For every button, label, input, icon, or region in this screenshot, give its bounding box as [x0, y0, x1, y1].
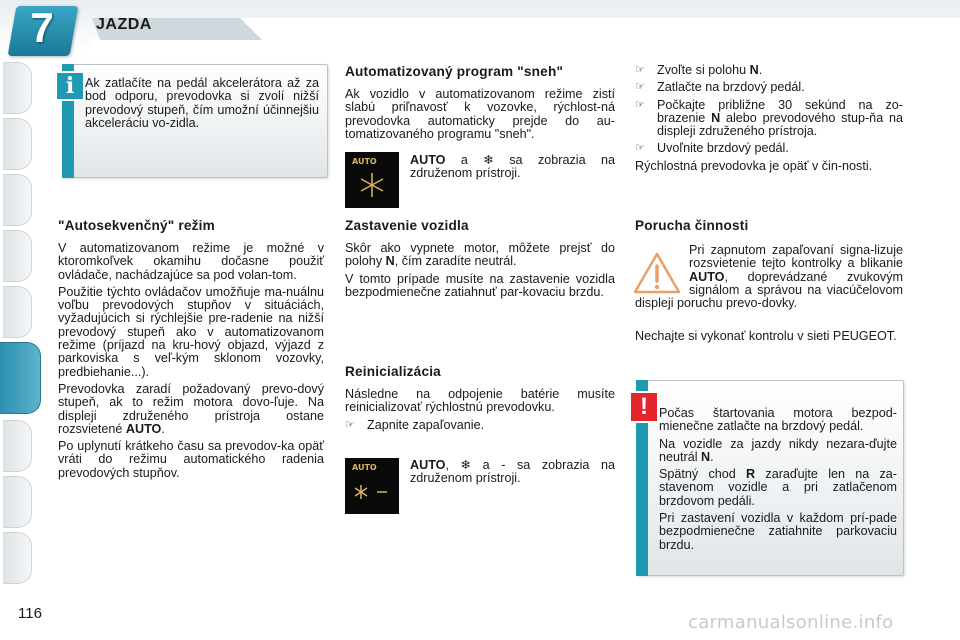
chapter-tab-active[interactable]	[0, 342, 41, 414]
watermark: carmanualsonline.info	[688, 612, 894, 633]
reinit-text: Následne na odpojenie batérie musíte reinicializovať rýchlostnú prevodovku.	[345, 387, 615, 415]
chapter-tab-2[interactable]	[3, 118, 32, 170]
warning-note	[636, 380, 904, 576]
info-text: Ak zatlačíte na pedál akcelerátora až za bod odporu, prevodovka si zvolí nižší prevodový stupeň, čím umožní účinnejšiu akceleráciu vo-zidla.	[85, 76, 319, 130]
autoseq-p1: V automatizovanom režime je možné v ktoromkoľvek okamihu dočasne použiť ovládače, nachádzajúce sa pod volan-tom.	[58, 241, 324, 282]
neutral-label: N	[385, 254, 395, 269]
chapter-tab-8[interactable]	[3, 476, 32, 528]
warning-n-label: N	[701, 449, 711, 464]
autoseq-p4: Po uplynutí krátkeho času sa prevodov-ka opäť vráti do režimu automatického radenia prevodových stupňov.	[58, 439, 324, 480]
chapter-tab-3[interactable]	[3, 174, 32, 226]
stop-p1	[345, 242, 615, 269]
fault-auto-label: AUTO	[689, 269, 725, 284]
step-bold: N	[711, 110, 721, 125]
step-item	[635, 142, 903, 155]
step-item	[635, 64, 903, 77]
autoseq-p3-text: Prevodovka zaradí požadovaný prevo-dový stupeň, ak to režim motora dovo-ľuje. Na displeji združeného prístroja ostane rozsvietené	[58, 381, 324, 436]
info-note	[62, 64, 328, 178]
reinit-steps	[635, 64, 903, 173]
snow-text: Ak vozidlo v automatizovanom režime zistí slabú priľnavosť k vozovke, rýchlost-ná prevodovka automaticky prejde do au-tomatizovaného programu "sneh".	[345, 87, 615, 141]
warning-p2-end: .	[710, 449, 714, 464]
stop-p1-end: , čím zaradíte neutrál.	[394, 254, 517, 269]
step-item	[635, 99, 903, 139]
header-bar	[0, 0, 960, 58]
chapter-tab-7[interactable]	[3, 420, 32, 472]
pointing-hand-icon: ☞	[635, 81, 645, 94]
pointing-hand-icon: ☞	[635, 64, 645, 76]
chapter-tab-9[interactable]	[3, 532, 32, 584]
step-text: Zvoľte si polohu	[657, 63, 750, 77]
step-item	[635, 81, 903, 94]
autoseq-p2: Použitie týchto ovládačov umožňuje ma-nuálnu voľbu prevodových stupňov v situáciách, vyžadujúcich si rýchlejšie pre-radenie na nižší prevodový stupeň ako v automatizovanom režime (príjazd na kru-hový objazd, výjazd z parkoviska s veľ-kým sklonom vozovky, predbiehanie...).	[58, 284, 324, 379]
stop-heading: Zastavenie vozidla	[345, 218, 469, 233]
snow-heading: Automatizovaný program "sneh"	[345, 64, 564, 79]
fault-p1-end: , doprevádzané zvukovým signálom a správou na viacúčelovom displeji poruchu prevo-dovky.	[635, 269, 903, 311]
step-bold: N	[749, 63, 759, 77]
chapter-tab-4[interactable]	[3, 230, 32, 282]
auto-snow-display	[345, 152, 399, 208]
auto-reinit-display	[345, 458, 399, 514]
chapter-tab-5[interactable]	[3, 286, 32, 338]
fault-p1	[635, 244, 903, 310]
fault-heading: Porucha činnosti	[635, 218, 749, 233]
warning-p4: Pri zastavení vozidla v každom prí-pade bezpodmienečne zatiahnite parkovaciu brzdu.	[659, 511, 897, 552]
page-title: JAZDA	[96, 16, 152, 33]
warning-p3-end: zaraďujte len na za-stavenom vozidle a pri zatlačenom brzdovom pedáli.	[659, 467, 898, 508]
reinit-note-auto: AUTO	[410, 458, 446, 472]
chapter-tab-1[interactable]	[3, 62, 32, 114]
warning-p2-text: Na vozidle za jazdy nikdy nezara-ďujte neutrál	[659, 436, 897, 464]
snow-note-auto: AUTO	[410, 153, 446, 167]
pointing-hand-icon: ☞	[635, 98, 645, 111]
stop-section	[345, 242, 615, 299]
autoseq-section	[58, 242, 324, 480]
step-text: Uvoľnite brzdový pedál.	[657, 141, 789, 156]
display-auto-label-2: AUTO	[352, 463, 377, 472]
autoseq-p3-end: .	[161, 421, 165, 436]
exclamation-icon: !	[629, 391, 659, 423]
snow-note-text: a ❄ sa zobrazia na združenom prístroji.	[410, 153, 615, 181]
fault-icon-space	[635, 244, 689, 296]
fault-p1-text: Pri zapnutom zapaľovaní signa-lizuje rozsvietenie tejto kontrolky a blikanie	[689, 243, 903, 271]
pointing-hand-icon: ☞	[345, 419, 355, 431]
stop-p2: V tomto prípade musíte na zastavenie vozidla bezpodmienečne zatiahnuť par-kovaciu brzdu.	[345, 271, 615, 299]
steps-conclusion: Rýchlostná prevodovka je opäť v čin-nosti.	[635, 158, 873, 173]
info-icon: i	[55, 71, 85, 101]
snowflake-dash-icon	[351, 482, 393, 502]
reinit-heading: Reinicializácia	[345, 364, 441, 379]
warning-p2	[659, 438, 897, 465]
step-text: Počkajte približne 30 sekúnd na zo-brazenie	[657, 97, 903, 125]
pointing-hand-icon: ☞	[635, 142, 645, 155]
step-end: .	[758, 63, 763, 77]
chapter-number: 7	[30, 4, 54, 51]
display-auto-label: AUTO	[352, 157, 377, 166]
reinit-note-text: , ❄ a - sa zobrazia na združenom prístroji.	[410, 458, 615, 486]
warning-p3-text: Spätný chod	[659, 467, 747, 482]
reinit-note	[410, 459, 615, 486]
autoseq-heading: "Autosekvenčný" režim	[58, 218, 215, 233]
page-number: 116	[18, 605, 42, 622]
auto-label: AUTO	[125, 421, 162, 436]
reinit-bullet	[345, 419, 637, 432]
fault-p2: Nechajte si vykonať kontrolu v sieti PEUGEOT.	[635, 329, 897, 343]
warning-p1: Počas štartovania motora bezpod-mienečne zatlačte na brzdový pedál.	[659, 406, 897, 434]
warning-p3	[659, 468, 897, 508]
snowflake-icon	[355, 170, 389, 200]
step-text: Zatlačte na brzdový pedál.	[657, 80, 805, 95]
reinit-bullet-text: Zapnite zapaľovanie.	[367, 418, 485, 432]
stop-p1-text: Skôr ako vypnete motor, môžete prejsť do polohy	[345, 241, 615, 269]
warning-r-label: R	[746, 467, 756, 482]
warning-content	[659, 407, 897, 552]
snow-note	[410, 154, 615, 181]
autoseq-p3	[58, 383, 324, 436]
step-end: alebo prevodového stup-ňa na displeji združeného prístroja.	[657, 110, 903, 139]
